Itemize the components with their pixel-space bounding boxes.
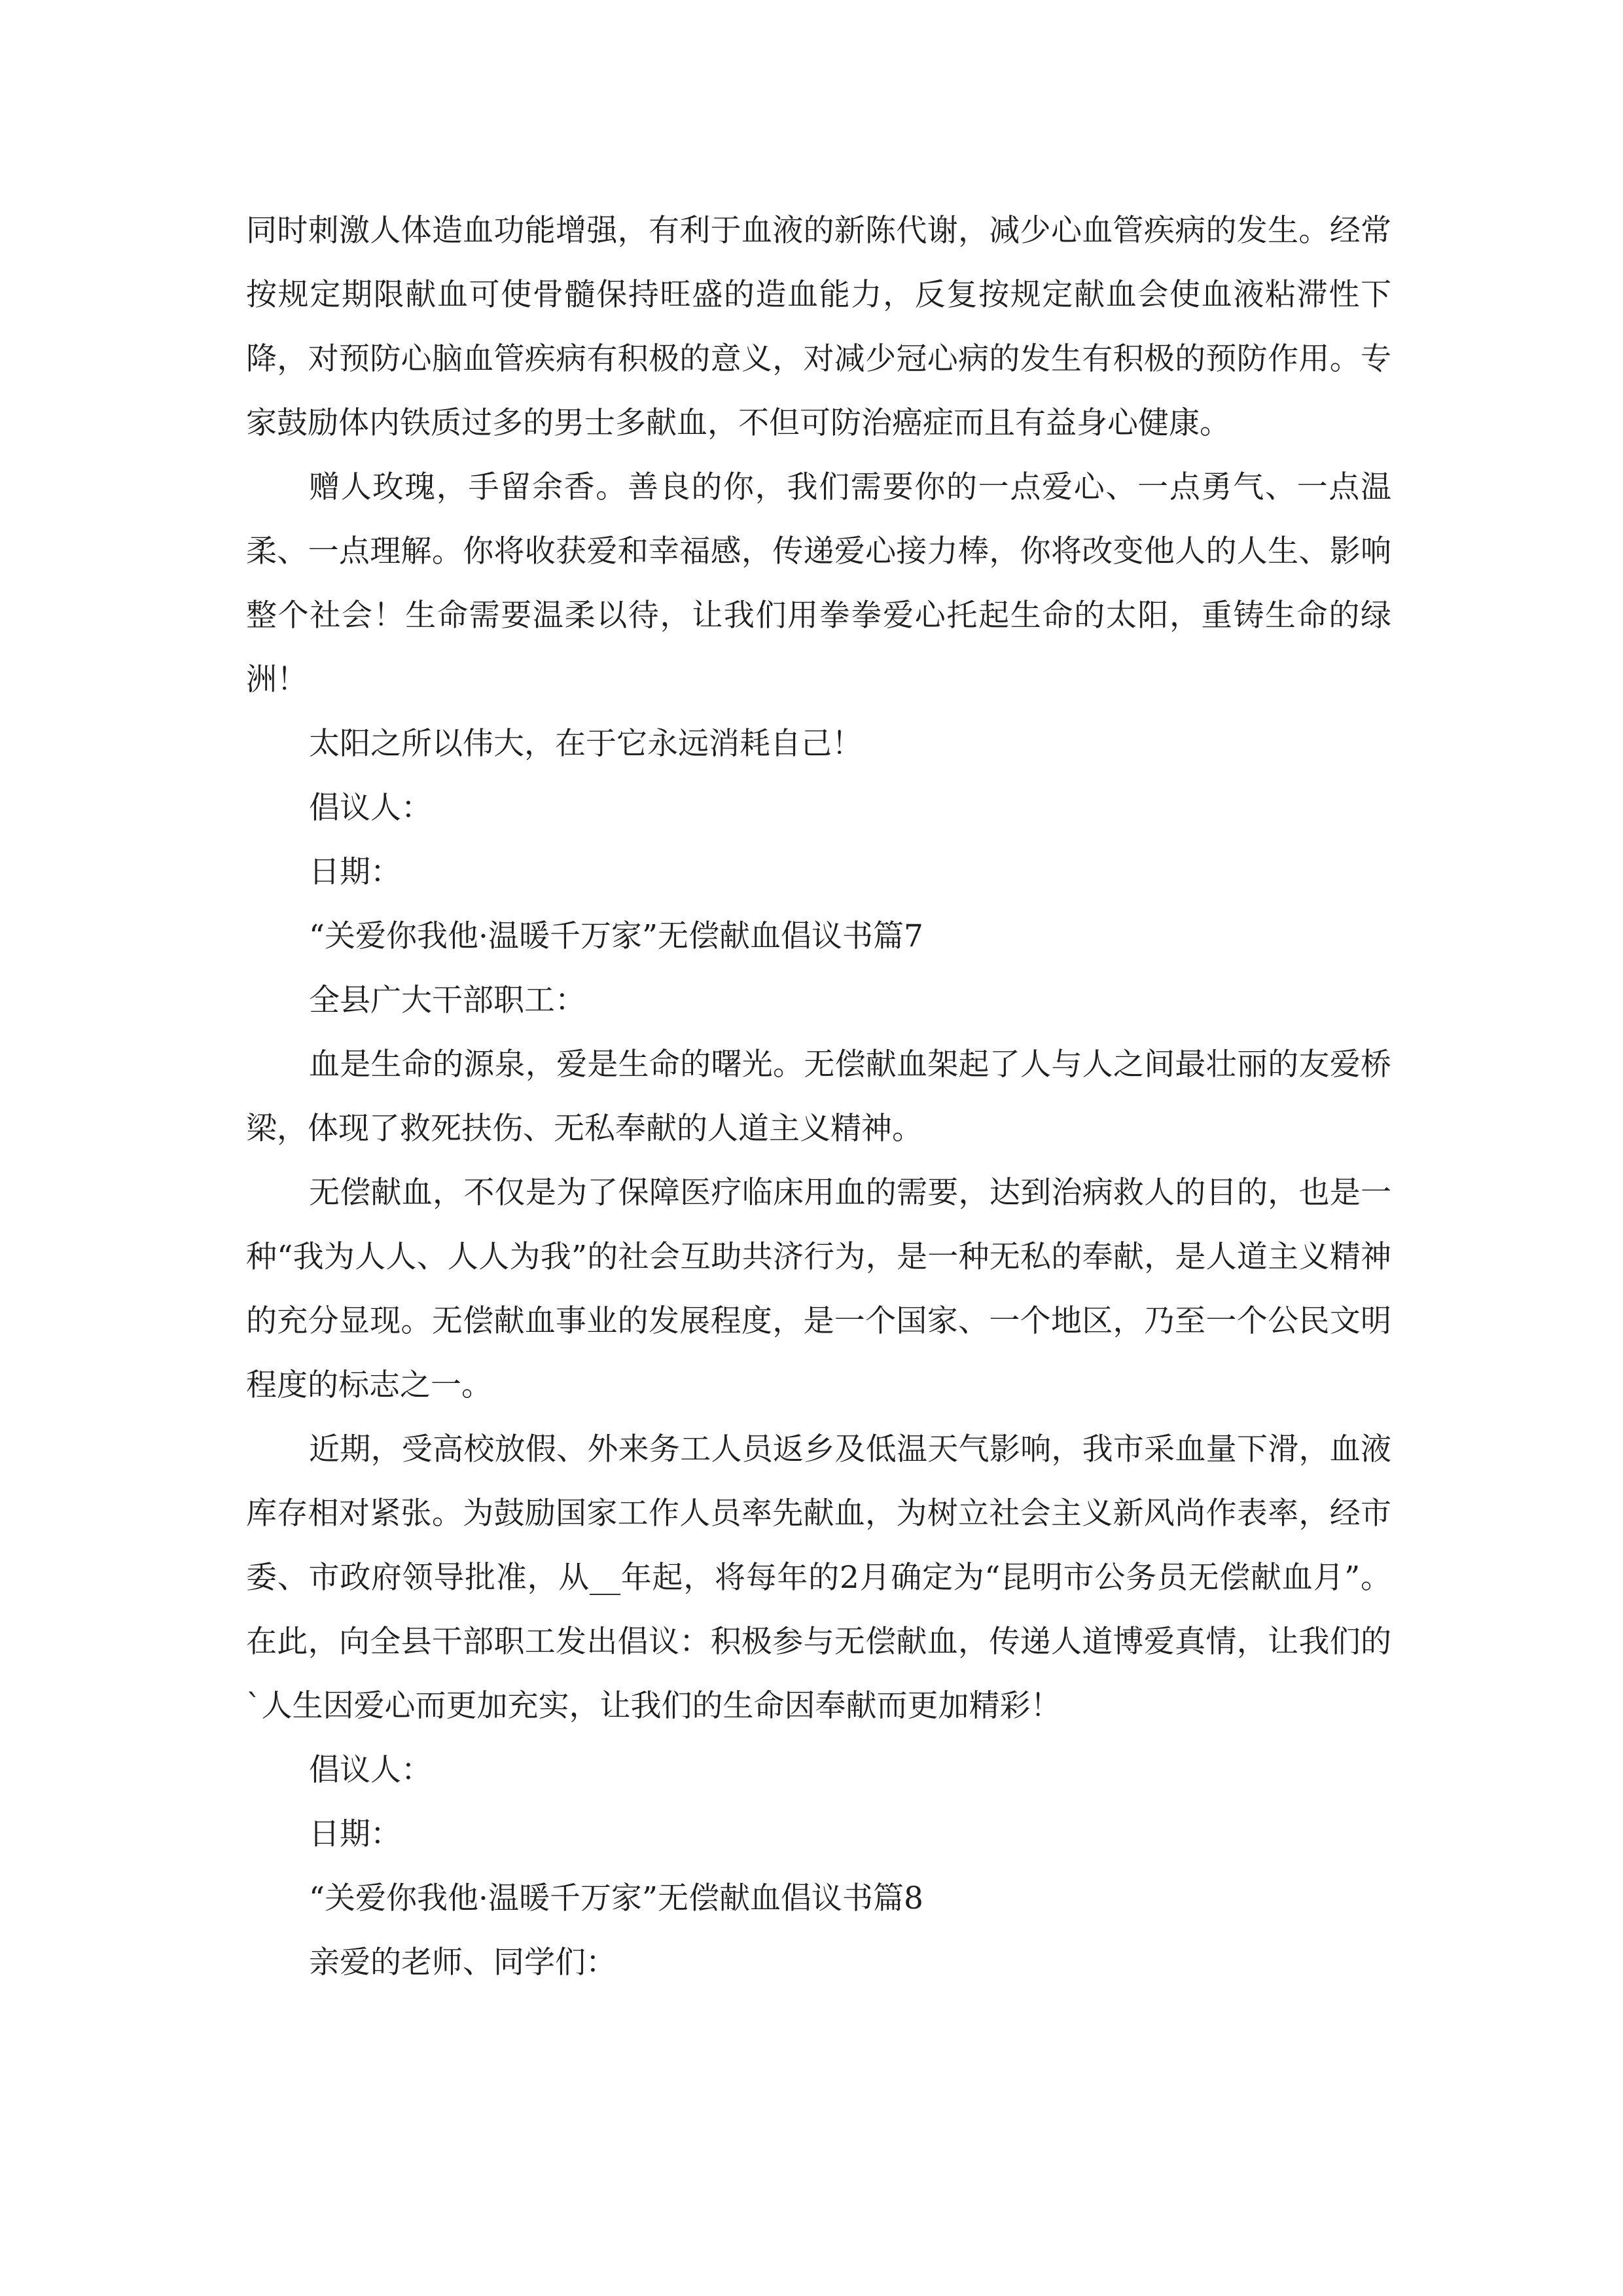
salutation-7: 全县广大干部职工： xyxy=(309,982,586,1018)
document-body xyxy=(246,199,1391,1995)
initiator-line-2: 倡议人： xyxy=(309,1752,432,1788)
paragraph-continuation: 同时刺激人体造血功能增强，有利于血液的新陈代谢，减少心血管疾病的发生。经常按规定期限献血可使骨髓保持旺盛的造血能力，反复按规定献血会使血液粘滞性下降，对预防心脑血管疾病有积极的意义，对减少冠心病的发生有积极的预防作用。专家鼓励体内铁质过多的男士多献血，不但可防治癌症而且有益身心健康。 xyxy=(246,213,1391,441)
section-heading-7: “关爱你我他·温暖千万家”无偿献血倡议书篇7 xyxy=(309,918,923,954)
date-line: 日期： xyxy=(309,854,401,890)
section-heading-8: “关爱你我他·温暖千万家”无偿献血倡议书篇8 xyxy=(309,1880,923,1916)
paragraph-roses: 赠人玫瑰，手留余香。善良的你，我们需要你的一点爱心、一点勇气、一点温柔、一点理解。你将收获爱和幸福感，传递爱心接力棒，你将改变他人的人生、影响整个社会！生命需要温柔以待，让我们用拳拳爱心托起生命的太阳，重铸生命的绿洲！ xyxy=(246,469,1391,698)
paragraph-unpaid-donation: 无偿献血，不仅是为了保障医疗临床用血的需要，达到治病救人的目的，也是一种“我为人人、人人为我”的社会互助共济行为，是一种无私的奉献，是人道主义精神的充分显现。无偿献血事业的发展程度，是一个国家、一个地区，乃至一个公民文明程度的标志之一。 xyxy=(246,1175,1391,1403)
salutation-8: 亲爱的老师、同学们： xyxy=(309,1945,616,1981)
initiator-line: 倡议人： xyxy=(309,790,432,826)
paragraph-recent: 近期，受高校放假、外来务工人员返乡及低温天气影响，我市采血量下滑，血液库存相对紧张。为鼓励国家工作人员率先献血，为树立社会主义新风尚作表率，经市委、市政府领导批准，从__年起，将每年的2月确定为“昆明市公务员无偿献血月”。在此，向全县干部职工发出倡议：积极参与无偿献血，传递人道博爱真情，让我们的`人生因爱心而更加充实，让我们的生命因奉献而更加精彩！ xyxy=(246,1431,1391,1724)
paragraph-sun: 太阳之所以伟大，在于它永远消耗自己！ xyxy=(309,726,863,762)
date-line-2: 日期： xyxy=(309,1816,401,1852)
paragraph-blood-source: 血是生命的源泉，爱是生命的曙光。无偿献血架起了人与人之间最壮丽的友爱桥梁，体现了救死扶伤、无私奉献的人道主义精神。 xyxy=(246,1047,1391,1147)
